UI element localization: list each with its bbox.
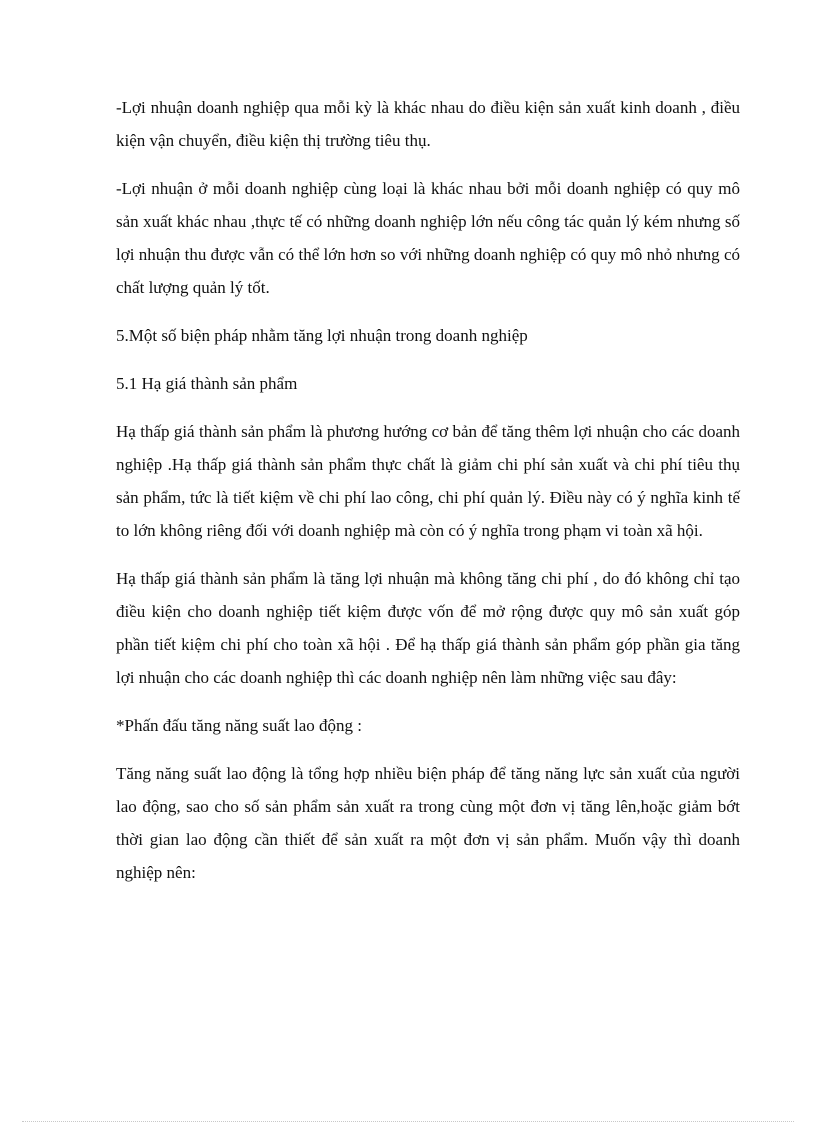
section-heading-5: 5.Một số biện pháp nhằm tăng lợi nhuận trong doanh nghiệp (116, 326, 528, 345)
bullet-heading-productivity: *Phấn đấu tăng năng suất lao động : (116, 716, 362, 735)
paragraph-productivity: Tăng năng suất lao động là tổng hợp nhiều biện pháp để tăng năng lực sản xuất của người lao động, sao cho số sản phẩm sản xuất ra trong cùng một đơn vị tăng lên,hoặc giảm bớt thời gian lao động cần thiết để sản xuất ra một đơn vị sản phẩm. Muốn vậy thì doanh nghiệp nên: (116, 764, 740, 882)
page-bottom-divider (22, 1121, 794, 1122)
paragraph-lower-cost-direction: Hạ thấp giá thành sản phẩm là phương hướng cơ bản để tăng thêm lợi nhuận cho các doanh nghiệp .Hạ thấp giá thành sản phẩm thực chất là giảm chi phí sản xuất và chi phí tiêu thụ sản phẩm, tức là tiết kiệm về chi phí lao công, chi phí quản lý. Điều này có ý nghĩa kinh tế to lớn không riêng đối với doanh nghiệp mà còn có ý nghĩa trong phạm vi toàn xã hội. (116, 422, 740, 540)
paragraph-profit-by-period: -Lợi nhuận doanh nghiệp qua mỗi kỳ là khác nhau do điều kiện sản xuất kinh doanh , điều kiện vận chuyển, điều kiện thị trường tiêu thụ. (116, 98, 740, 150)
paragraph-lower-cost-benefits: Hạ thấp giá thành sản phẩm là tăng lợi nhuận mà không tăng chi phí , do đó không chỉ tạo điều kiện cho doanh nghiệp tiết kiệm được vốn để mở rộng được quy mô sản xuất góp phần tiết kiệm chi phí cho toàn xã hội . Để hạ thấp giá thành sản phẩm góp phần gia tăng lợi nhuận cho các doanh nghiệp thì các doanh nghiệp nên làm những việc sau đây: (116, 569, 740, 687)
document-body (116, 91, 740, 904)
paragraph-profit-by-enterprise: -Lợi nhuận ở mỗi doanh nghiệp cùng loại là khác nhau bởi mỗi doanh nghiệp có quy mô sản xuất khác nhau ,thực tế có những doanh nghiệp lớn nếu công tác quản lý kém nhưng số lợi nhuận thu được vẫn có thể lớn hơn so với những doanh nghiệp có quy mô nhỏ nhưng có chất lượng quản lý tốt. (116, 179, 740, 297)
subsection-heading-5-1: 5.1 Hạ giá thành sản phẩm (116, 374, 298, 393)
